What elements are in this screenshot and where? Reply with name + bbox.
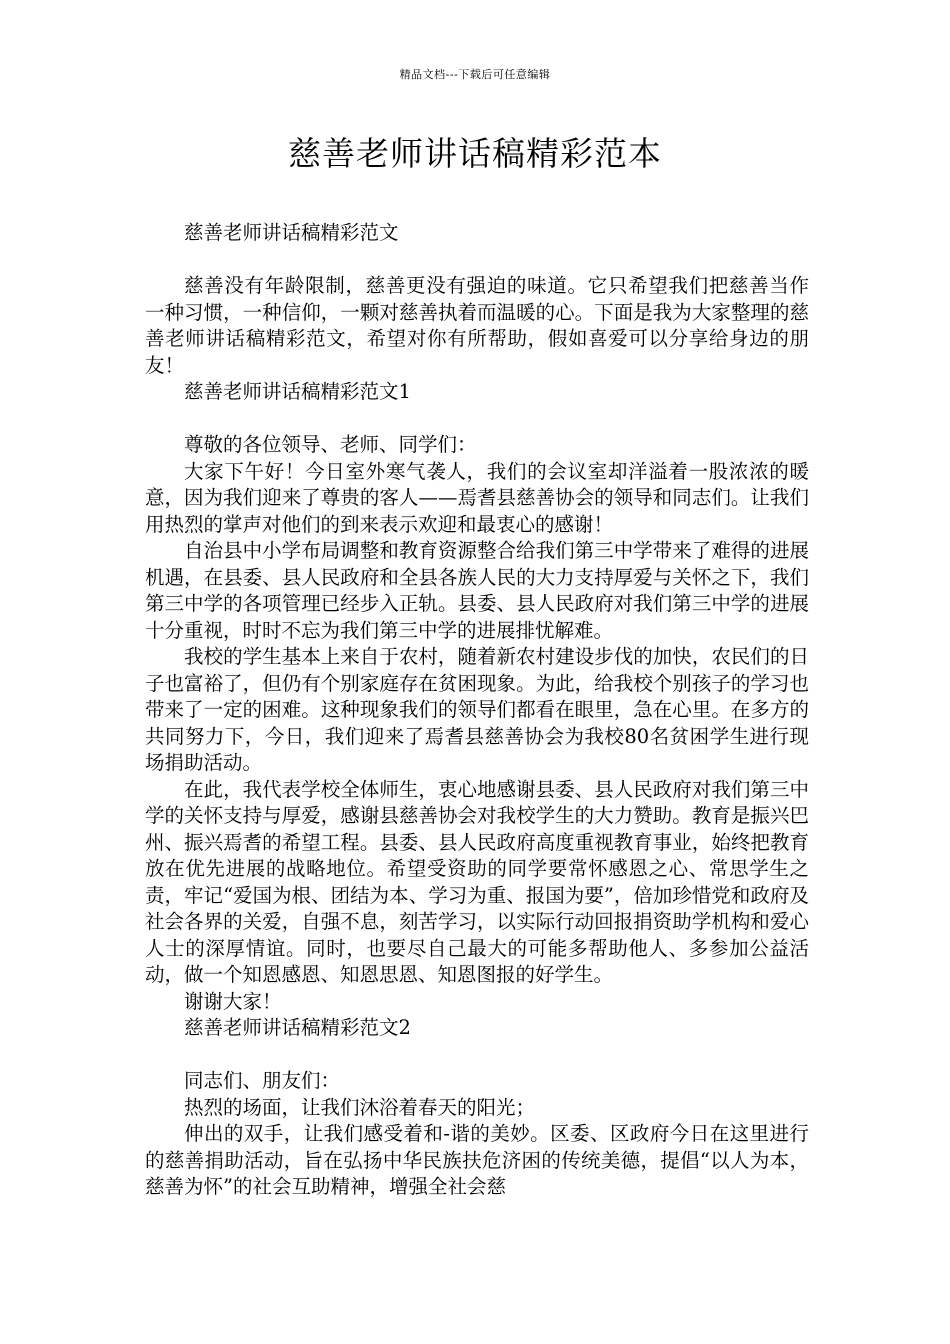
salutation: 同志们、朋友们： [184, 1069, 341, 1092]
paragraph: 在此，我代表学校全体师生，衷心地感谢县委、县人民政府对我们第三中学的关怀支持与厚爱，感谢县慈善协会对我校学生的大力赞助。教育是振兴巴州、振兴焉耆的希望工程。县委、县人民政府高度重视教育事业，始终把教育放在优先进展的战略地位。希望受资助的同学要常怀感恩之心、常思学生之责，牢记“爱国为根、团结为本、学习为重、报国为要”，倍加珍惜党和政府及社会各界的关爱，自强不息，刻苦学习，以实际行动回报捐资助学机构和爱心人士的深厚情谊。同时，也要尽自己最大的可能多帮助他人、多参加公益活动，做一个知恩感恩、知恩思恩、知恩图报的好学生。 [145, 777, 809, 986]
paragraph: 伸出的双手，让我们感受着和-谐的美妙。区委、区政府今日在这里进行的慈善捐助活动，旨在弘扬中华民族扶危济困的传统美德，提倡“以人为本，慈善为怀”的社会互助精神，增强全社会慈 [145, 1122, 809, 1198]
document-title: 慈善老师讲话稿精彩范本 [288, 134, 662, 173]
paragraph: 自治县中小学布局调整和教育资源整合给我们第三中学带来了难得的进展机遇，在县委、县人民政府和全县各族人民的大力支持厚爱与关怀之下，我们第三中学的各项管理已经步入正轨。县委、县人民政府对我们第三中学的进展十分重视，时时不忘为我们第三中学的进展排忧解难。 [145, 539, 809, 642]
page-header: 精品文档---下载后可任意编辑 [399, 68, 551, 81]
document-body [145, 220, 809, 1201]
paragraph: 热烈的场面，让我们沐浴着春天的阳光； [184, 1095, 536, 1119]
intro-heading: 慈善老师讲话稿精彩范文 [184, 221, 399, 244]
salutation: 尊敬的各位领导、老师、同学们： [184, 433, 477, 456]
paragraph: 大家下午好！今日室外寒气袭人，我们的会议室却洋溢着一股浓浓的暖意，因为我们迎来了尊贵的客人——焉耆县慈善协会的领导和同志们。让我们用热烈的掌声对他们的到来表示欢迎和最衷心的感谢！ [145, 459, 809, 536]
closing: 谢谢大家！ [184, 989, 282, 1013]
section-heading-1: 慈善老师讲话稿精彩范文1 [184, 380, 411, 403]
paragraph: 我校的学生基本上来自于农村，随着新农村建设步伐的加快，农民们的日子也富裕了，但仍有个别家庭存在贫困现象。为此，给我校个别孩子的学习也带来了一定的困难。这种现象我们的领导们都看在眼里，急在心里。在多方的共同努力下，今日，我们迎来了焉耆县慈善协会为我校80名贫困学生进行现场捐助活动。 [145, 645, 809, 774]
section-heading-2: 慈善老师讲话稿精彩范文2 [184, 1016, 411, 1039]
paragraph: 慈善没有年龄限制，慈善更没有强迫的味道。它只希望我们把慈善当作 一种习惯，一种信仰，一颗对慈善执着而温暖的心。下面是我为大家整理的慈善老师讲话稿精彩范文，希望对你有所帮助，假如喜爱可以分享给身边的朋友！ [145, 274, 809, 377]
